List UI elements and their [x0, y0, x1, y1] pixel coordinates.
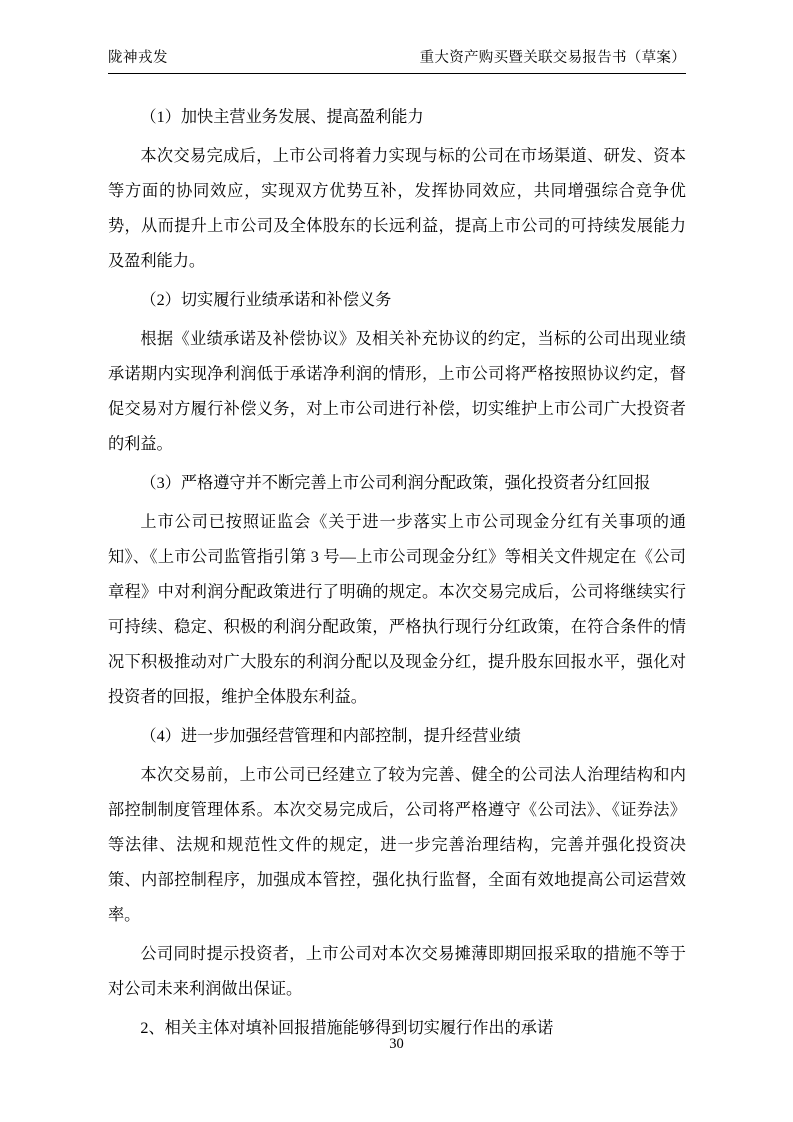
- paragraph: 公司同时提示投资者，上市公司对本次交易摊薄即期回报采取的措施不等于对公司未来利润做出保证。: [108, 945, 686, 998]
- page-header: [108, 46, 686, 73]
- paragraph: 本次交易前，上市公司已经建立了较为完善、健全的公司法人治理结构和内部控制制度管理体系。本次交易完成后，公司将严格遵守《公司法》、《证券法》等法律、法规和规范性文件的规定，进一步完善治理结构，完善并强化投资决策、内部控制程序，加强成本管控，强化执行监督，全面有效地提高公司运营效率。: [108, 766, 686, 924]
- paragraph: 根据《业绩承诺及补偿协议》及相关补充协议的约定，当标的公司出现业绩承诺期内实现净利润低于承诺净利润的情形，上市公司将严格按照协议约定，督促交易对方履行补偿义务，对上市公司进行补偿，切实维护上市公司广大投资者的利益。: [108, 330, 686, 453]
- paragraph: 2、相关主体对填补回报措施能够得到切实履行作出的承诺: [140, 1019, 554, 1037]
- header-company-name: 陇神戎发: [108, 50, 168, 66]
- body-container: [108, 100, 686, 1046]
- header-divider: [108, 73, 686, 74]
- paragraph: （4）进一步加强经营管理和内部控制，提升经营业绩: [140, 727, 521, 745]
- paragraph: 上市公司已按照证监会《关于进一步落实上市公司现金分红有关事项的通知》、《上市公司监管指引第 3 号—上市公司现金分红》等相关文件规定在《公司章程》中对利润分配政策进行了明确的规定。本次交易完成后，公司将继续实行可持续、稳定、积极的利润分配政策，严格执行现行分红政策，在符合条件的情况下积极推动对广大股东的利润分配以及现金分红，提升股东回报水平，强化对投资者的回报，维护全体股东利益。: [108, 513, 686, 706]
- page-content: [108, 46, 686, 1050]
- paragraph: （3）严格遵守并不断完善上市公司利润分配政策，强化投资者分红回报: [140, 474, 651, 492]
- header-document-title: 重大资产购买暨关联交易报告书（草案）: [419, 50, 686, 66]
- paragraph: （2）切实履行业绩承诺和补偿义务: [140, 291, 392, 309]
- paragraph: （1）加快主营业务发展、提高盈利能力: [140, 108, 424, 126]
- paragraph: 本次交易完成后，上市公司将着力实现与标的公司在市场渠道、研发、资本等方面的协同效应，实现双方优势互补，发挥协同效应，共同增强综合竞争优势，从而提升上市公司及全体股东的长远利益，提高上市公司的可持续发展能力及盈利能力。: [108, 147, 686, 270]
- page-number: 30: [389, 1036, 404, 1052]
